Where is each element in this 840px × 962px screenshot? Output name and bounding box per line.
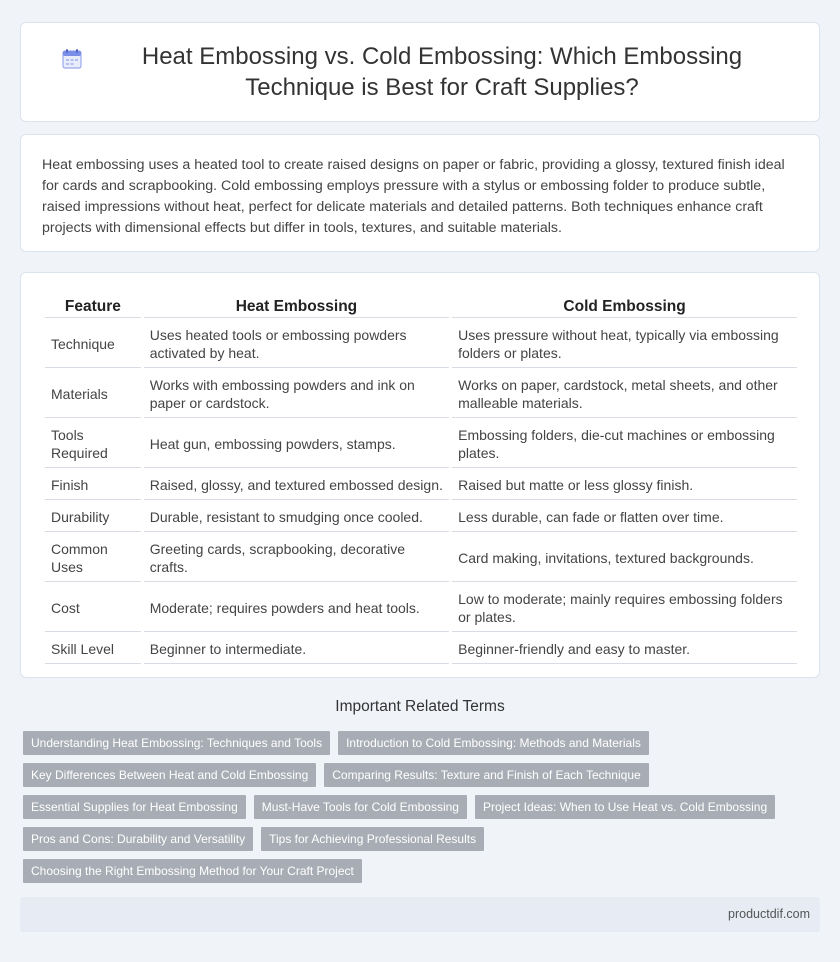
- feature-cell: Technique: [45, 319, 141, 368]
- intro-card: [20, 134, 820, 252]
- related-term-tag[interactable]: Essential Supplies for Heat Embossing: [23, 795, 246, 819]
- related-term-tag[interactable]: Key Differences Between Heat and Cold Embossing: [23, 763, 316, 787]
- related-terms-tags: [23, 731, 803, 891]
- feature-cell: Common Uses: [45, 533, 141, 582]
- tag-row: [23, 859, 803, 883]
- table-row: [45, 319, 797, 368]
- table-header-row: [45, 294, 797, 318]
- tag-row: [23, 795, 803, 819]
- related-terms-title: Important Related Terms: [335, 698, 505, 715]
- title-card: [20, 22, 820, 122]
- cold-cell: Low to moderate; mainly requires embossing folders or plates.: [452, 583, 797, 632]
- cold-cell: Card making, invitations, textured backgrounds.: [452, 533, 797, 582]
- feature-cell: Cost: [45, 583, 141, 632]
- related-term-tag[interactable]: Must-Have Tools for Cold Embossing: [254, 795, 467, 819]
- feature-cell: Finish: [45, 469, 141, 500]
- cold-cell: Works on paper, cardstock, metal sheets, and other malleable materials.: [452, 369, 797, 418]
- cold-cell: Beginner-friendly and easy to master.: [452, 633, 797, 664]
- tag-row: [23, 763, 803, 787]
- feature-cell: Tools Required: [45, 419, 141, 468]
- header-feature: Feature: [45, 294, 141, 318]
- heat-cell: Moderate; requires powders and heat tools.: [144, 583, 449, 632]
- heat-cell: Greeting cards, scrapbooking, decorative crafts.: [144, 533, 449, 582]
- cold-cell: Uses pressure without heat, typically via embossing folders or plates.: [452, 319, 797, 368]
- related-term-tag[interactable]: Project Ideas: When to Use Heat vs. Cold Embossing: [475, 795, 775, 819]
- intro-paragraph: Heat embossing uses a heated tool to create raised designs on paper or fabric, providing a glossy, textured finish ideal for cards and scrapbooking. Cold embossing employs pressure with a stylus or embossing folder to produce subtle, raised impressions without heat, perfect for delicate materials and detailed patterns. Both techniques enhance craft projects with dimensional effects but differ in tools, textures, and suitable materials.: [42, 157, 785, 236]
- related-term-tag[interactable]: Comparing Results: Texture and Finish of Each Technique: [324, 763, 648, 787]
- tag-row: [23, 731, 803, 755]
- table-row: [45, 369, 797, 418]
- title-wrap: [21, 23, 819, 121]
- related-term-tag[interactable]: Choosing the Right Embossing Method for Your Craft Project: [23, 859, 362, 883]
- tag-row: [23, 827, 803, 851]
- feature-cell: Skill Level: [45, 633, 141, 664]
- related-term-tag[interactable]: Tips for Achieving Professional Results: [261, 827, 484, 851]
- cold-cell: Raised but matte or less glossy finish.: [452, 469, 797, 500]
- heat-cell: Works with embossing powders and ink on paper or cardstock.: [144, 369, 449, 418]
- related-term-tag[interactable]: Introduction to Cold Embossing: Methods and Materials: [338, 731, 649, 755]
- heat-cell: Beginner to intermediate.: [144, 633, 449, 664]
- footer-site-link[interactable]: productdif.com: [728, 907, 810, 921]
- header-heat-embossing: Heat Embossing: [144, 294, 449, 318]
- related-term-tag[interactable]: Pros and Cons: Durability and Versatility: [23, 827, 253, 851]
- table-row: [45, 533, 797, 582]
- table-row: [45, 469, 797, 500]
- feature-cell: Durability: [45, 501, 141, 532]
- heat-cell: Durable, resistant to smudging once cooled.: [144, 501, 449, 532]
- table-row: [45, 633, 797, 664]
- table-row: [45, 583, 797, 632]
- heat-cell: Raised, glossy, and textured embossed design.: [144, 469, 449, 500]
- cold-cell: Embossing folders, die-cut machines or embossing plates.: [452, 419, 797, 468]
- comparison-table: [42, 293, 800, 665]
- table-row: [45, 419, 797, 468]
- feature-cell: Materials: [45, 369, 141, 418]
- cold-cell: Less durable, can fade or flatten over time.: [452, 501, 797, 532]
- heat-cell: Heat gun, embossing powders, stamps.: [144, 419, 449, 468]
- footer: [20, 897, 820, 932]
- table-row: [45, 501, 797, 532]
- heat-cell: Uses heated tools or embossing powders activated by heat.: [144, 319, 449, 368]
- calendar-icon: [61, 48, 83, 70]
- header-cold-embossing: Cold Embossing: [452, 294, 797, 318]
- page-title: Heat Embossing vs. Cold Embossing: Which Embossing Technique is Best for Craft Supplies?: [141, 43, 743, 101]
- comparison-card: [20, 272, 820, 678]
- related-term-tag[interactable]: Understanding Heat Embossing: Techniques and Tools: [23, 731, 330, 755]
